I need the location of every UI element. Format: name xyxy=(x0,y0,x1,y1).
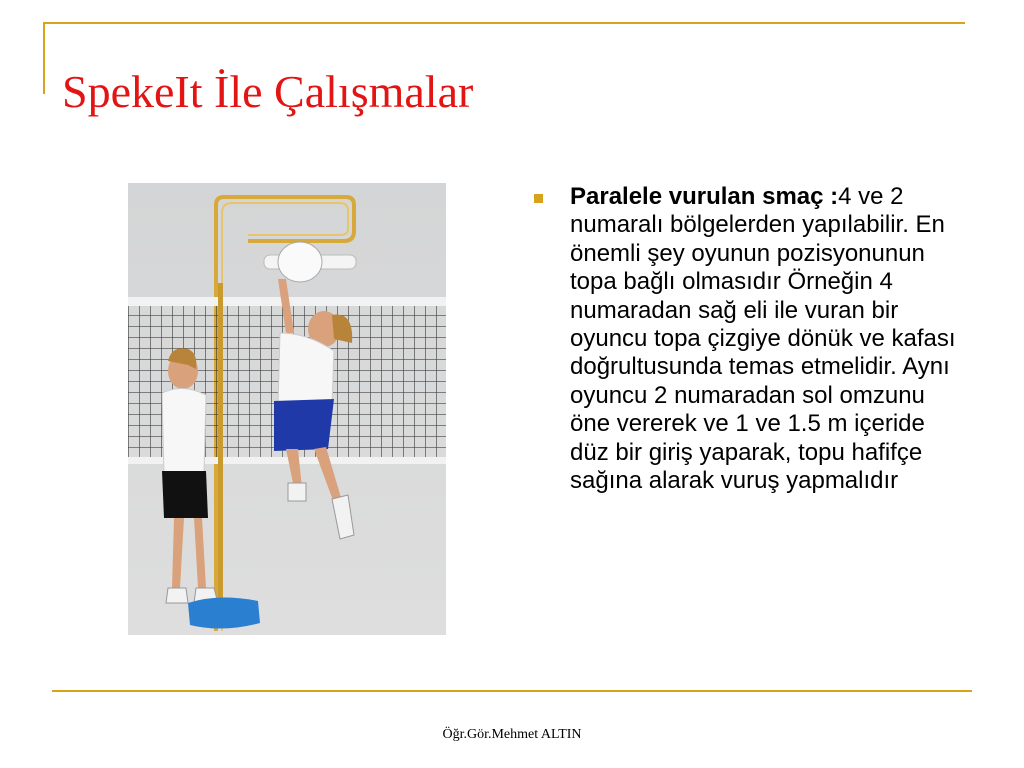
slide-frame-top-line xyxy=(43,22,965,24)
volleyball-spike-illustration xyxy=(128,183,446,635)
bullet-text xyxy=(570,183,966,495)
bullet-body: 4 ve 2 numaralı bölgelerden yapılabilir. En önemli şey oyunun pozisyonunun topa bağlı olmasıdır Örneğin 4 numaradan sağ eli ile vuran bir oyuncu topa çizgiye dönük ve kafası doğrultusunda temas etmelidir. Aynı oyuncu 2 numaradan sol omzunu öne vererek ve 1 ve 1.5 m içeride düz bir giriş yaparak, topu hafifçe sağına alarak vuruş yapmalıdır xyxy=(570,183,956,495)
volleyball-spike-photo xyxy=(128,183,446,635)
slide-title: SpekeIt İle Çalışmalar xyxy=(62,66,474,117)
bullet-lead: Paralele vurulan smaç : xyxy=(570,183,839,210)
slide-frame-bottom-line xyxy=(52,690,972,692)
slide-frame-left-line xyxy=(43,22,45,94)
square-bullet-icon xyxy=(534,194,543,203)
slide-footer-author: Öğr.Gör.Mehmet ALTIN xyxy=(442,727,582,742)
